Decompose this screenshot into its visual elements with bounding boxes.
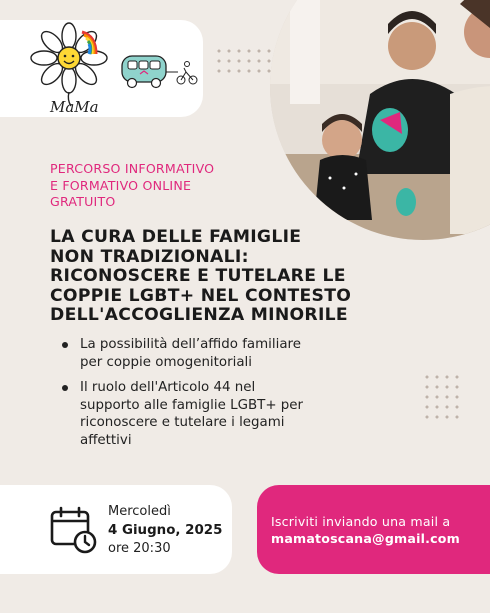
subtitle-line: GRATUITO [50, 194, 116, 209]
title-line: LA CURA DELLE FAMIGLIE [50, 227, 302, 247]
hippie-van-logo-icon [120, 50, 198, 94]
event-weekday: Mercoledì [108, 504, 171, 519]
signup-instruction: Iscriviti inviando una mail a [271, 514, 451, 529]
list-item-line: La possibilità dell’affido familiare [80, 337, 301, 352]
calendar-clock-icon [50, 506, 100, 554]
list-item-line: riconoscere e tutelare i legami [80, 415, 285, 430]
topics-list [60, 336, 380, 457]
list-item-line: per coppie omogenitoriali [80, 354, 252, 370]
signup-cta-card [257, 485, 490, 574]
title-line: RICONOSCERE E TUTELARE LE [50, 266, 346, 287]
title-line: DELL'ACCOGLIENZA MINORILE [50, 305, 348, 326]
family-photo [270, 0, 490, 240]
list-item-line: supporto alle famiglie LGBT+ per [80, 397, 304, 413]
logo-card [0, 20, 203, 117]
list-item [60, 379, 380, 449]
event-date: 4 Giugno, 2025 [108, 523, 223, 538]
event-time: ore 20:30 [108, 541, 171, 556]
logo-wordmark: MaMa [50, 98, 99, 114]
signup-email-link[interactable]: mamatoscana@gmail.com [271, 531, 460, 546]
subtitle-line: PERCORSO INFORMATIVO [50, 161, 215, 176]
subtitle-line: E FORMATIVO ONLINE [50, 177, 192, 193]
title-line: NON TRADIZIONALI: [50, 246, 249, 267]
event-title [50, 228, 470, 326]
event-datetime [108, 503, 222, 558]
event-date-card [0, 485, 232, 574]
list-item-line: affettivi [80, 432, 132, 448]
course-subtitle [50, 161, 280, 211]
list-item-line: Il ruolo dell'Articolo 44 nel [80, 380, 256, 395]
daisy-rainbow-logo-icon [28, 22, 110, 114]
list-item [60, 336, 380, 371]
decorative-dot-grid [214, 46, 274, 76]
title-line: COPPIE LGBT+ NEL CONTESTO [50, 285, 352, 306]
decorative-dot-grid [422, 372, 462, 422]
